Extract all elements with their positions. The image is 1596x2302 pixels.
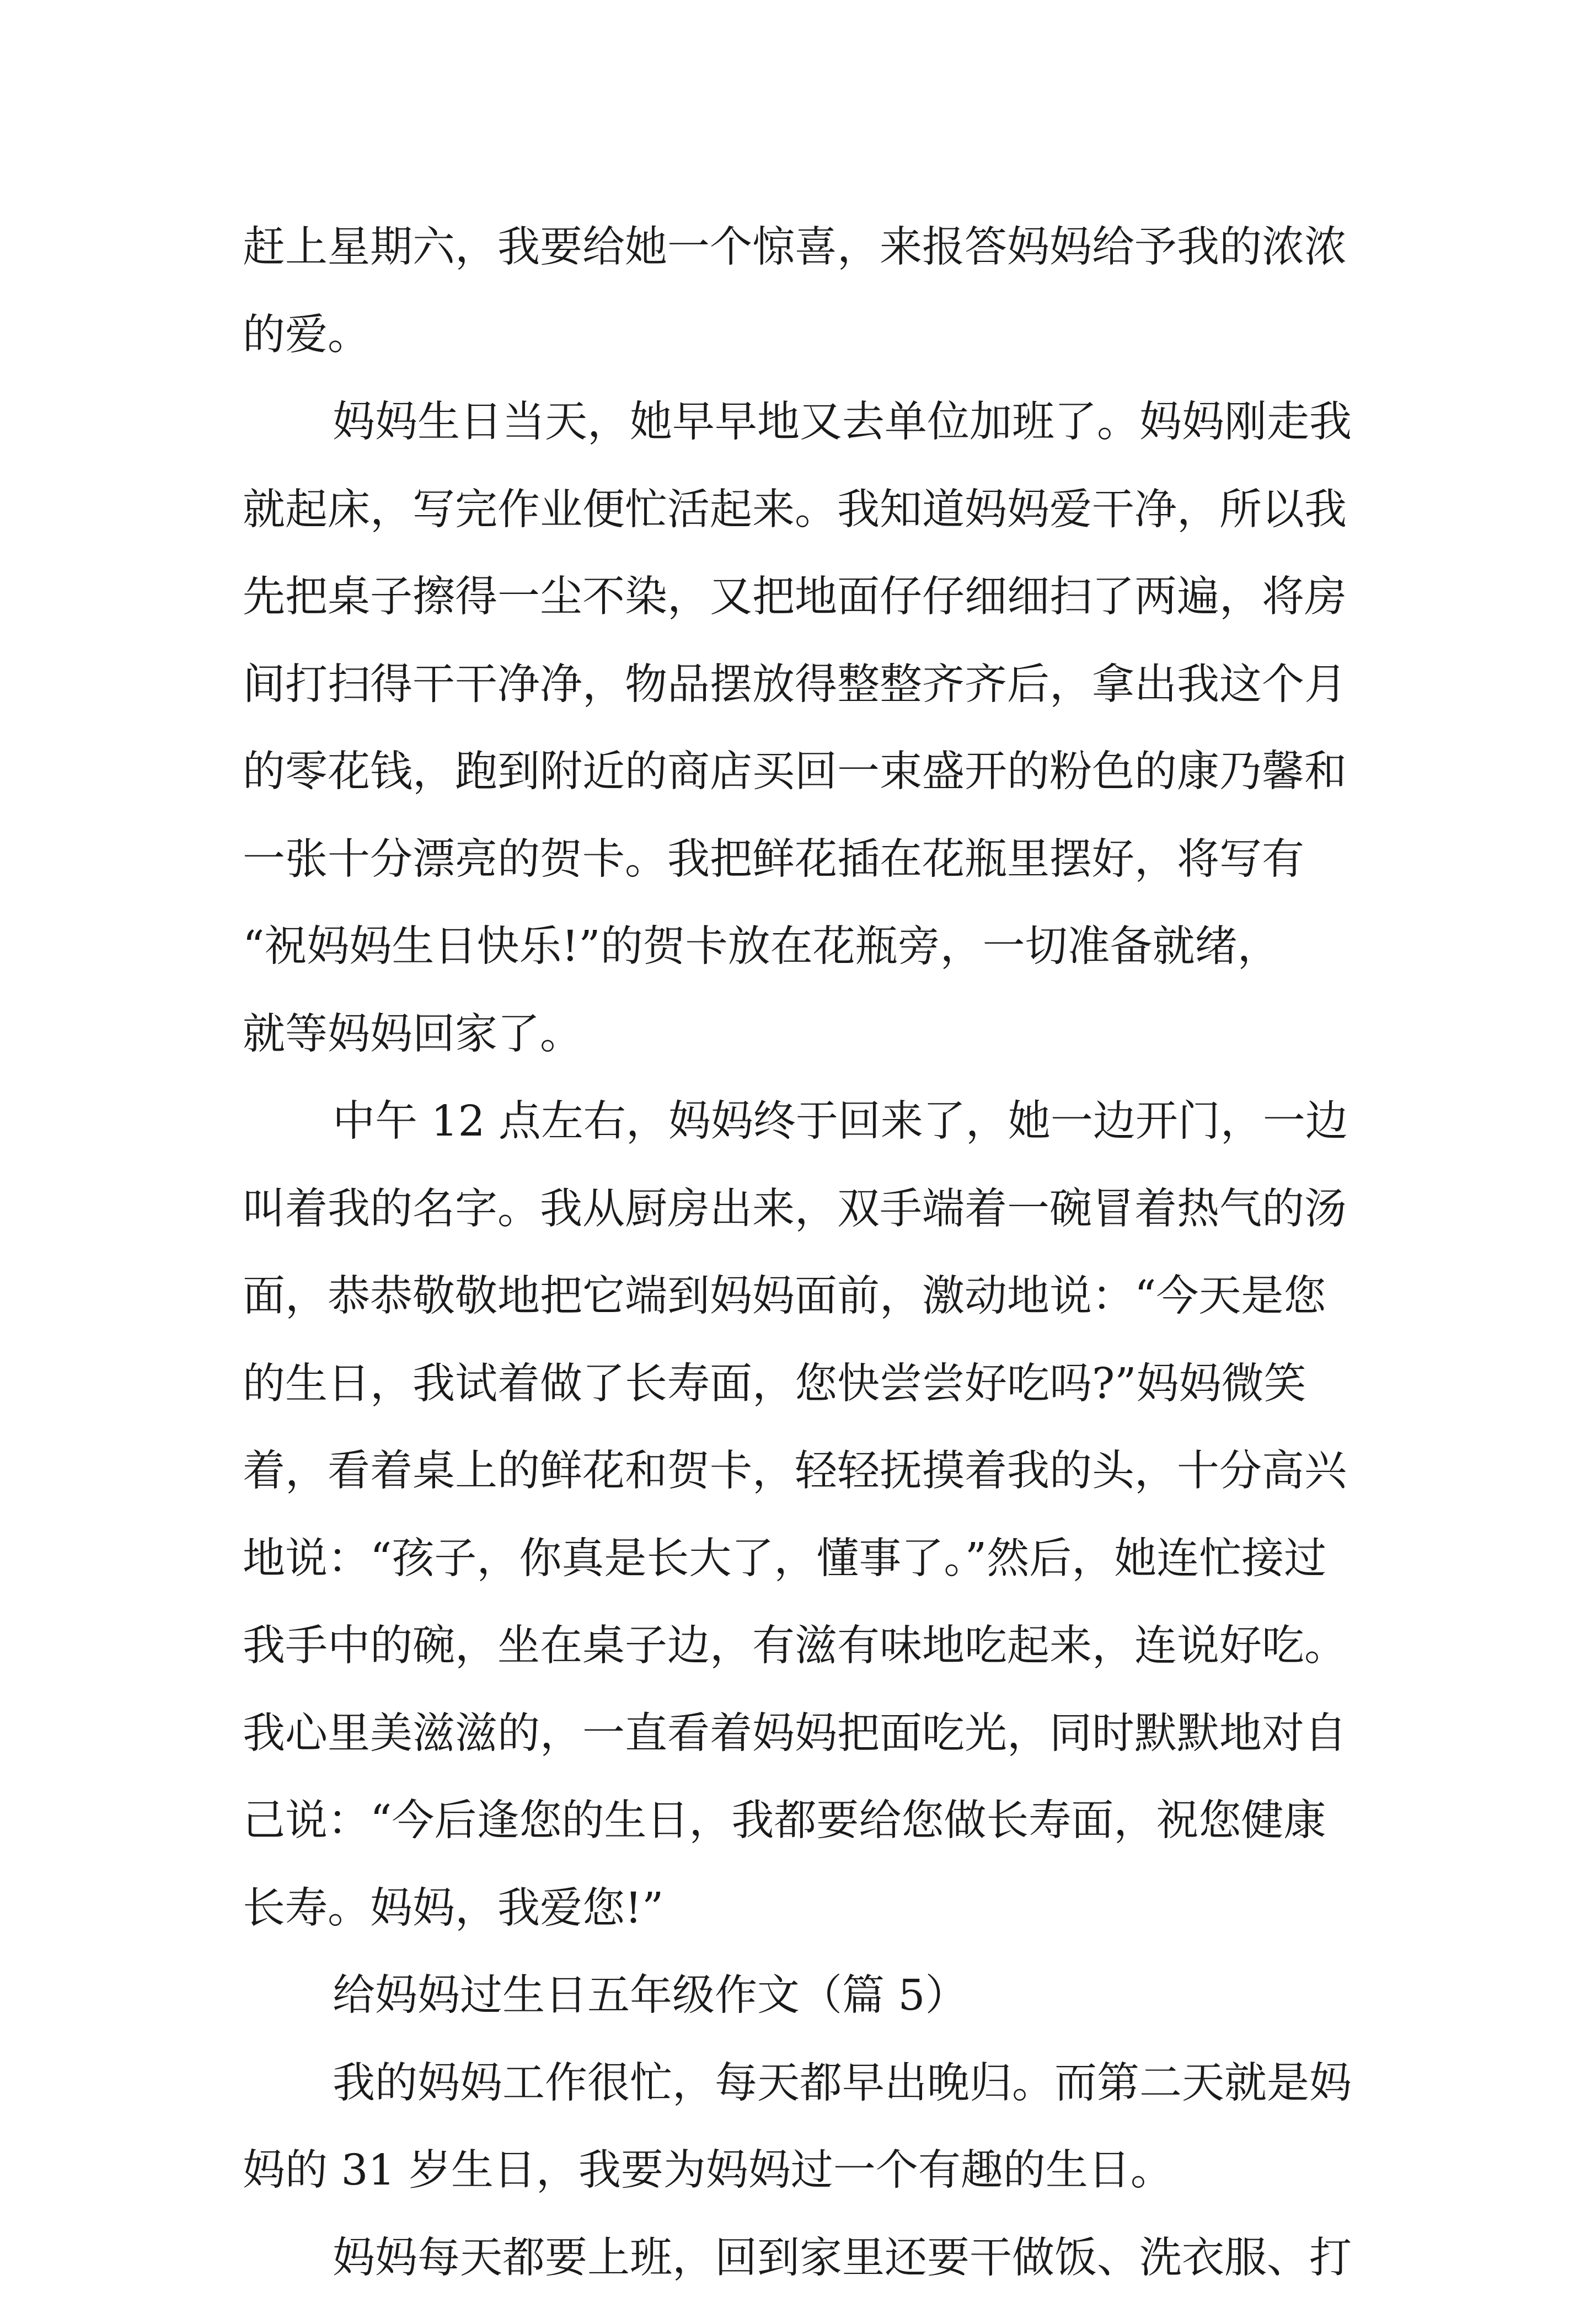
text-line-12: 叫着我的名字。我从厨房出来，双手端着一碗冒着热气的汤: [243, 1166, 1368, 1254]
text-line-11: 中午 12 点左右，妈妈终于回来了，她一边开门，一边: [243, 1078, 1368, 1166]
text-line-5: 先把桌子擦得一尘不染，又把地面仔仔细细扫了两遍，将房: [243, 554, 1368, 641]
text-line-19: 己说：“今后逢您的生日，我都要给您做长寿面，祝您健康: [243, 1778, 1368, 1865]
section-heading: 给妈妈过生日五年级作文（篇 5）: [243, 1952, 1368, 2040]
text-line-22: 我的妈妈工作很忙，每天都早出晚归。而第二天就是妈: [243, 2040, 1368, 2128]
text-line-2: 的爱。: [243, 292, 1368, 379]
text-line-15: 着，看着桌上的鲜花和贺卡，轻轻抚摸着我的头，十分高兴: [243, 1428, 1368, 1516]
text-line-9: “祝妈妈生日快乐!”的贺卡放在花瓶旁，一切准备就绪，: [243, 903, 1368, 991]
text-line-20: 长寿。妈妈，我爱您!”: [243, 1865, 1368, 1953]
text-line-17: 我手中的碗，坐在桌子边，有滋有味地吃起来，连说好吃。: [243, 1603, 1368, 1690]
text-line-14: 的生日，我试着做了长寿面，您快尝尝好吃吗?”妈妈微笑: [243, 1341, 1368, 1428]
text-line-6: 间打扫得干干净净，物品摆放得整整齐齐后，拿出我这个月: [243, 641, 1368, 729]
text-line-7: 的零花钱，跑到附近的商店买回一束盛开的粉色的康乃馨和: [243, 729, 1368, 816]
text-line-13: 面，恭恭敬敬地把它端到妈妈面前，激动地说：“今天是您: [243, 1253, 1368, 1341]
text-line-16: 地说：“孩子，你真是长大了，懂事了。”然后，她连忙接过: [243, 1516, 1368, 1603]
text-line-23: 妈的 31 岁生日，我要为妈妈过一个有趣的生日。: [243, 2127, 1368, 2215]
text-line-24: 妈妈每天都要上班，回到家里还要干做饭、洗衣服、打: [243, 2215, 1368, 2302]
text-line-8: 一张十分漂亮的贺卡。我把鲜花插在花瓶里摆好，将写有: [243, 816, 1368, 904]
text-line-18: 我心里美滋滋的，一直看着妈妈把面吃光，同时默默地对自: [243, 1690, 1368, 1778]
text-line-10: 就等妈妈回家了。: [243, 991, 1368, 1079]
text-line-4: 就起床，写完作业便忙活起来。我知道妈妈爱干净，所以我: [243, 467, 1368, 554]
essay-body: [243, 204, 1368, 2302]
text-line-3: 妈妈生日当天，她早早地又去单位加班了。妈妈刚走我: [243, 379, 1368, 467]
text-line-1: 赶上星期六，我要给她一个惊喜，来报答妈妈给予我的浓浓: [243, 204, 1368, 292]
